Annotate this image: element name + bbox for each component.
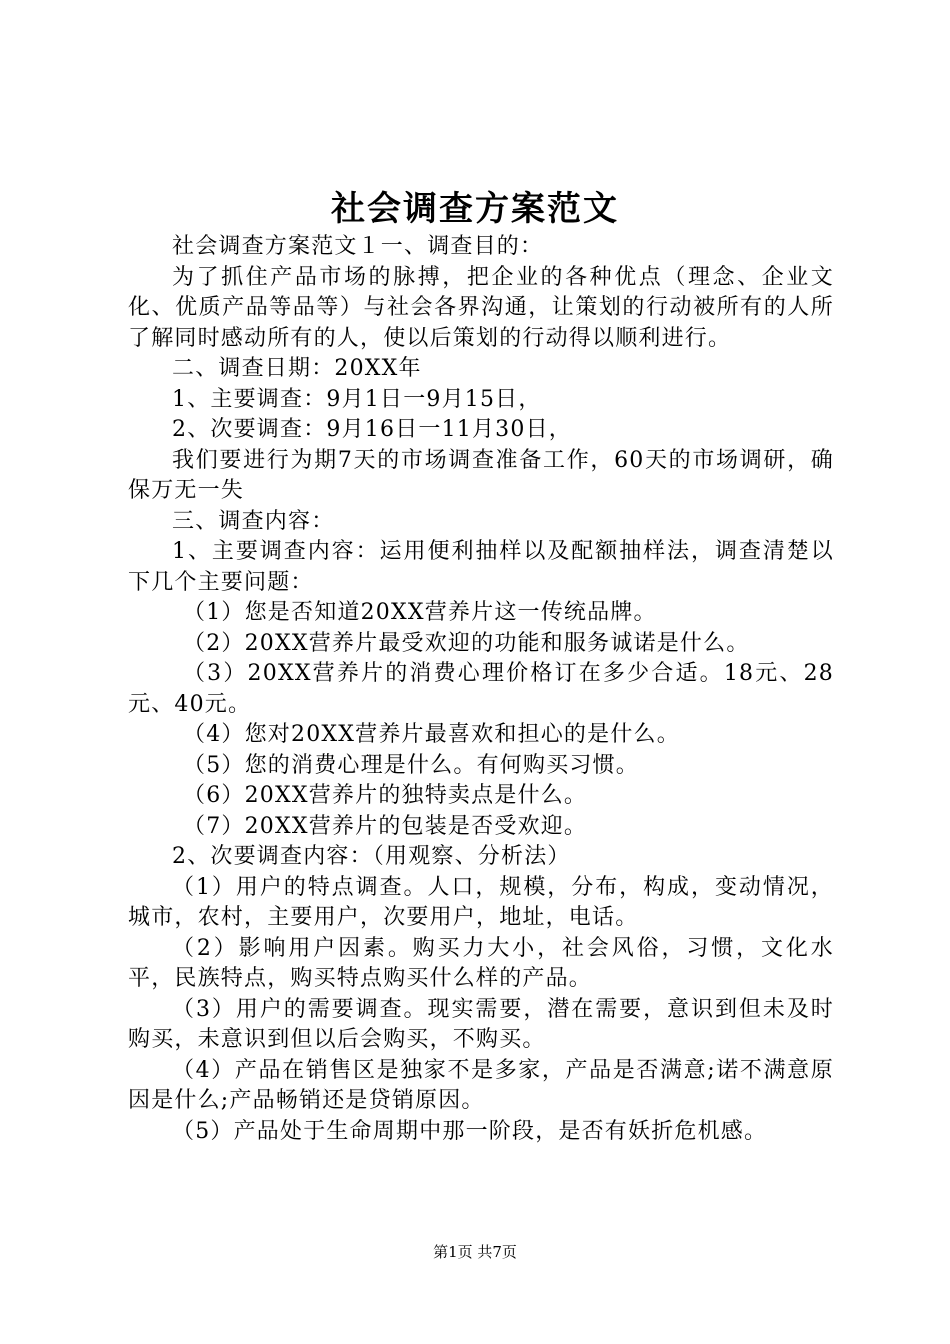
page-footer: 第1页 共7页 [433, 1243, 517, 1261]
paragraph: 社会调查方案范文１一、调查目的： [172, 234, 544, 259]
paragraph: 为了抓住产品市场的脉搏，把企业的各种优点（理念、企业文化、优质产品等品等）与社会各界沟通，让策划的行动被所有的人所了解同时感动所有的人，使以后策划的行动得以顺利进行。 [128, 264, 834, 351]
paragraph: （2）20XX营养片最受欢迎的功能和服务诚诺是什么。 [183, 630, 750, 656]
paragraph: 2、次要调查：9月16日一11月30日， [172, 417, 572, 442]
paragraph: 1、主要调查内容：运用便利抽样以及配额抽样法，调查清楚以下几个主要问题： [128, 539, 834, 595]
paragraph: （4）产品在销售区是独家不是多家，产品是否满意;诺不满意原因是什么;产品畅销还是贷销原因。 [128, 1057, 834, 1113]
paragraph: 三、调查内容： [172, 508, 335, 534]
paragraph: 二、调查日期：20XX年 [172, 356, 422, 381]
paragraph: （4）您对20XX营养片最喜欢和担心的是什么。 [183, 722, 680, 747]
paragraph: 1、主要调查：9月1日一9月15日， [172, 386, 542, 412]
paragraph: （2）影响用户因素。购买力大小，社会风俗，习惯，文化水平，民族特点，购买特点购买什么样的产品。 [128, 935, 834, 991]
paragraph: （1）用户的特点调查。人口，规模，分布，构成，变动情况，城市，农村，主要用户，次要用户，地址，电话。 [128, 874, 834, 930]
paragraph: 我们要进行为期7天的市场调查准备工作，60天的市场调研，确保万无一失 [128, 447, 834, 503]
paragraph: （5）产品处于生命周期中那一阶段，是否有妖折危机感。 [172, 1118, 768, 1144]
paragraph: （7）20XX营养片的包装是否受欢迎。 [183, 813, 588, 839]
paragraph: （3）用户的需要调查。现实需要，潜在需要，意识到但未及时购买，未意识到但以后会购买，不购买。 [128, 996, 834, 1052]
paragraph: （6）20XX营养片的独特卖点是什么。 [183, 783, 588, 808]
document-body [128, 232, 834, 1147]
paragraph: （1）您是否知道20XX营养片这一传统品牌。 [183, 600, 657, 625]
document-title: 社会调查方案范文 [331, 189, 619, 229]
paragraph: （5）您的消费心理是什么。有何购买习惯。 [183, 752, 639, 778]
paragraph: 2、次要调查内容：（用观察、分析法） [172, 844, 571, 869]
paragraph: （3）20XX营养片的消费心理价格订在多少合适。18元、28元、40元。 [128, 661, 834, 717]
